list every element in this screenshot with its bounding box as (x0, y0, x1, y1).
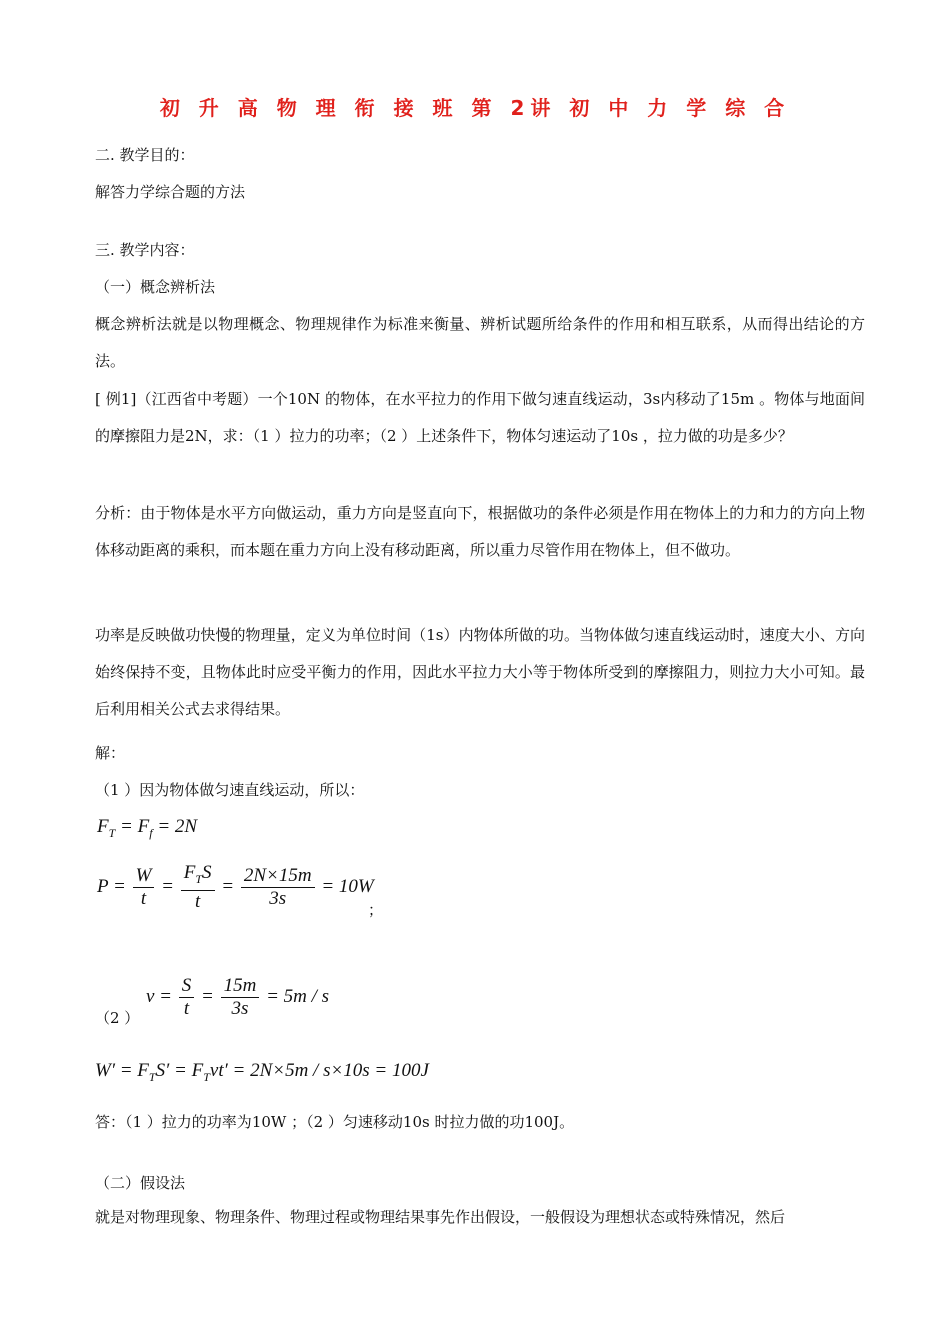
solution-label: 解： (95, 744, 126, 762)
section-heading-objectives: 二. 教学目的： (95, 146, 195, 164)
equation-work: $W' = F_TS' = F_Tvt' = 2N\times 5m / s\times 10s = 100J$ (95, 1060, 429, 1084)
analysis-paragraph-2: 功率是反映做功快慢的物理量，定义为单位时间（1s）内物体所做的功。当物体做匀速直线运动时，速度大小、方向始终保持不变，且物体此时应受平衡力的作用，因此水平拉力大小等于物体所受到的摩擦阻力，则拉力大小可知。最后利用相关公式去求得结果。 (95, 626, 865, 718)
assumption-paragraph: 就是对物理现象、物理条件、物理过程或物理结果事先作出假设，一般假设为理想状态或特殊情况，然后 (95, 1208, 786, 1226)
semicolon: ； (368, 901, 384, 919)
subsection-heading-assumption: （二）假设法 (95, 1174, 186, 1192)
solution-step-2-label: （2 ） (95, 1009, 140, 1027)
answer-text: 答：（1 ）拉力的功率为10W ；（2 ）匀速移动10s 时拉力做的功100J。 (95, 1113, 575, 1131)
concept-paragraph: 概念辨析法就是以物理概念、物理规律作为标准来衡量、辨析试题所给条件的作用和相互联系，从而得出结论的方法。 (95, 315, 865, 370)
solution-step-1: （1 ）因为物体做匀速直线运动，所以： (95, 781, 365, 799)
equation-force: $F_T = F_f = 2N$ (97, 816, 198, 840)
section-heading-content: 三. 教学内容： (95, 241, 195, 259)
page-title: 初 升 高 物 理 衔 接 班 第 2讲 初 中 力 学 综 合 (159, 96, 791, 120)
analysis-paragraph-1: 分析：由于物体是水平方向做运动，重力方向是竖直向下，根据做功的条件必须是作用在物体上的力和力的方向上物体移动距离的乘积，而本题在重力方向上没有移动距离，所以重力尽管作用在物体上，但不做功。 (95, 504, 865, 559)
equation-velocity: v = $\frac{S}{t}$ = $\frac{15m}{3s}$ = 5m / s (146, 975, 330, 1019)
objectives-text: 解答力学综合题的方法 (95, 183, 246, 201)
example-problem: [ 例1]（江西省中考题）一个10N 的物体，在水平拉力的作用下做匀速直线运动，3s内移动了15m 。物体与地面间的摩擦阻力是2N，求：（1 ）拉力的功率；（2 ）上述条件下，物体匀速运动了10s ，拉力做的功是多少？ (95, 390, 865, 445)
subsection-heading-concept: （一）概念辨析法 (95, 278, 216, 296)
equation-power: P = $\frac{W}{t}$ = $\frac{F_TS}{t}$ = $\frac{2N\times 15m}{3s}$ = 10W (97, 862, 374, 912)
